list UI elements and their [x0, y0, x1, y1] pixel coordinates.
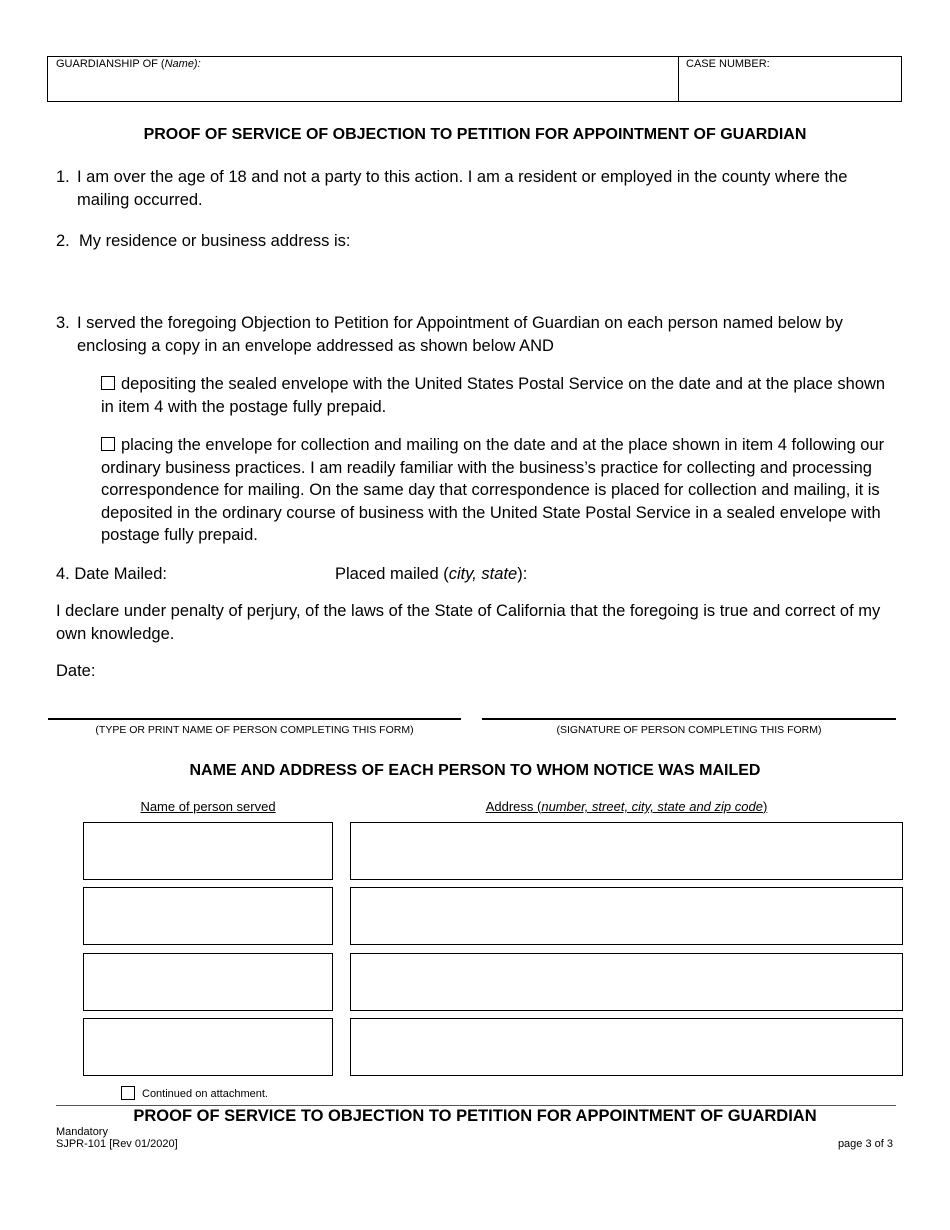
- option-deposit-checkbox[interactable]: [101, 376, 115, 390]
- option-business-practice: [101, 434, 891, 547]
- form-title: PROOF OF SERVICE OF OBJECTION TO PETITION FOR APPOINTMENT OF GUARDIAN: [143, 126, 807, 143]
- place-label-italic: city, state: [448, 565, 518, 583]
- served-name-cell-3[interactable]: [83, 953, 333, 1011]
- case-number-field[interactable]: [686, 58, 770, 70]
- address-column-header: [350, 799, 903, 814]
- item-2-number: 2.: [56, 232, 70, 250]
- footer-page-number: page 3 of 3: [837, 1138, 893, 1150]
- name-column-header: Name of person served: [140, 799, 276, 814]
- served-address-cell-1[interactable]: [350, 822, 903, 880]
- item-1-number: 1.: [56, 168, 70, 186]
- served-name-cell-4[interactable]: [83, 1018, 333, 1076]
- address-header-suffix: ): [762, 799, 768, 814]
- footer-title: PROOF OF SERVICE TO OBJECTION TO PETITION FOR APPOINTMENT OF GUARDIAN: [133, 1107, 817, 1125]
- footer-divider: [56, 1105, 896, 1106]
- caption-box: [47, 56, 902, 102]
- date-label: Date:: [56, 662, 96, 680]
- address-header-prefix: Address (: [485, 799, 542, 814]
- item-3-text: I served the foregoing Objection to Petition for Appointment of Guardian on each person named below by enclosing a copy in an envelope addressed as shown below AND: [77, 314, 843, 355]
- case-number-label: CASE NUMBER:: [686, 58, 770, 70]
- guardianship-label: GUARDIANSHIP OF (: [56, 58, 165, 70]
- served-name-cell-2[interactable]: [83, 887, 333, 945]
- declaration-text: I declare under penalty of perjury, of the laws of the State of California that the foregoing is true and correct of my own knowledge.: [56, 602, 881, 643]
- continued-label: Continued on attachment.: [142, 1088, 268, 1100]
- guardianship-of-field[interactable]: [56, 58, 201, 70]
- served-name-cell-1[interactable]: [83, 822, 333, 880]
- caption-divider: [678, 57, 679, 101]
- item-4-place-mailed: [335, 563, 527, 586]
- continued-checkbox[interactable]: [121, 1086, 135, 1100]
- served-address-cell-2[interactable]: [350, 887, 903, 945]
- item-3-number: 3.: [56, 314, 70, 332]
- item-2-text: My residence or business address is:: [79, 232, 351, 250]
- name-line[interactable]: [48, 718, 461, 720]
- name-caption: (TYPE OR PRINT NAME OF PERSON COMPLETING THIS FORM): [95, 724, 414, 736]
- place-label: Placed mailed (: [335, 565, 449, 583]
- guardianship-label-italic: Name):: [164, 58, 201, 70]
- item-4-date-mailed: 4. Date Mailed:: [56, 565, 167, 583]
- option-business-practice-checkbox[interactable]: [101, 437, 115, 451]
- signature-line[interactable]: [482, 718, 896, 720]
- footer-mandatory: Mandatory: [56, 1126, 108, 1138]
- address-header-italic: number, street, city, state and zip code: [541, 799, 763, 814]
- item-1-text: I am over the age of 18 and not a party to this action. I am a resident or employed in the county where the mailing occurred.: [77, 168, 848, 209]
- served-address-cell-3[interactable]: [350, 953, 903, 1011]
- place-label-close: ):: [517, 565, 528, 583]
- option-deposit-text: depositing the sealed envelope with the United States Postal Service on the date and at the place shown in item 4 with the postage fully prepaid.: [101, 375, 886, 416]
- continued-on-attachment: [121, 1086, 268, 1100]
- option-deposit: [101, 373, 891, 418]
- option-business-practice-text: placing the envelope for collection and mailing on the date and at the place shown in item 4 following our ordinary business practices. I am readily familiar with the business’s practice for collecting and processing correspondence for mailing. On the same day that correspondence is placed for collection and mailing, it is deposited in the ordinary course of business with the United State Postal Service in a sealed envelope with postage fully prepaid.: [101, 436, 885, 544]
- signature-caption: (SIGNATURE OF PERSON COMPLETING THIS FORM): [556, 724, 822, 736]
- service-list-title: NAME AND ADDRESS OF EACH PERSON TO WHOM NOTICE WAS MAILED: [189, 762, 761, 779]
- footer-form-id: SJPR-101 [Rev 01/2020]: [56, 1138, 178, 1150]
- served-address-cell-4[interactable]: [350, 1018, 903, 1076]
